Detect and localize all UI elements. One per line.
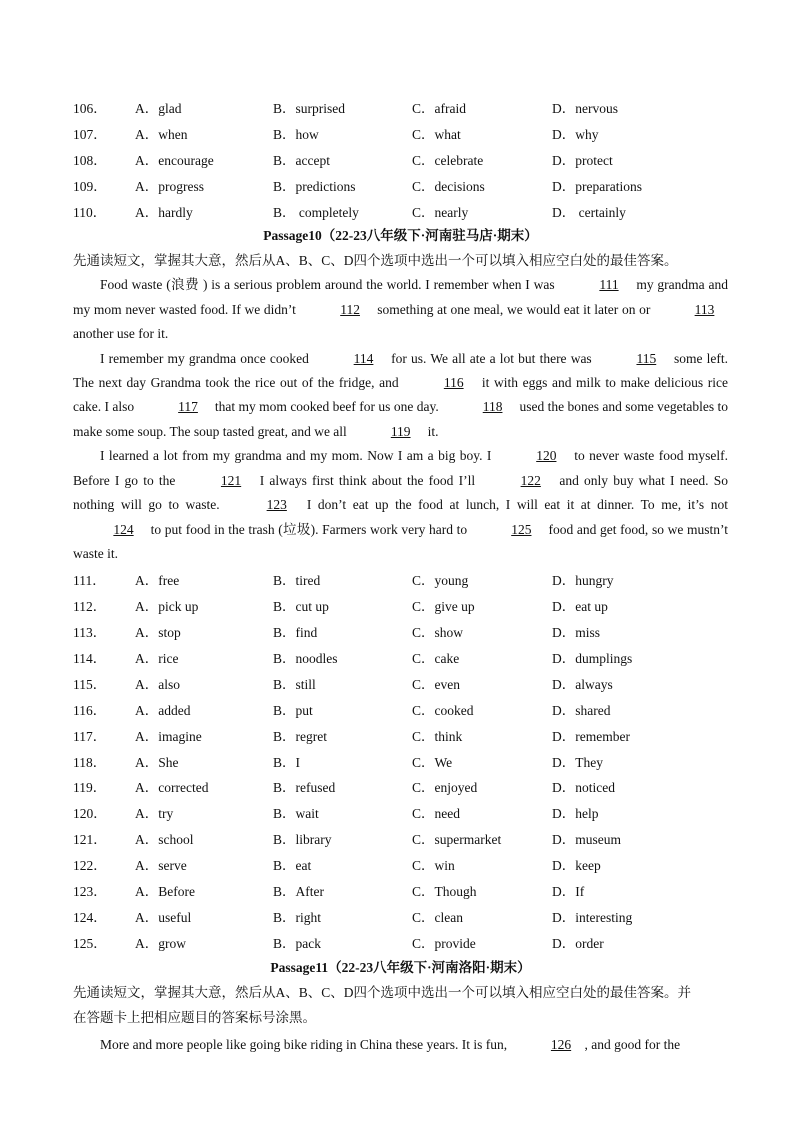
question-options-row bbox=[73, 198, 728, 224]
option-b: B．cut up bbox=[273, 599, 329, 615]
passage11-instruction-line-2: 在答题卡上把相应题目的答案标号涂黑。 bbox=[73, 1009, 316, 1025]
question-number: 109． bbox=[73, 178, 107, 194]
passage-text: I always first think about the food I’ll bbox=[254, 472, 481, 488]
question-options-row bbox=[73, 94, 728, 120]
option-c: C．Though bbox=[412, 883, 477, 899]
passage-text: used the bones and some vegetables to make some soup. The soup tasted great, and we all bbox=[73, 399, 729, 439]
option-b: B．put bbox=[273, 702, 313, 718]
option-a: A．imagine bbox=[135, 728, 202, 744]
passage10-paragraph-1 bbox=[73, 273, 728, 346]
question-options-row bbox=[73, 120, 728, 146]
answer-blank: 114 bbox=[353, 350, 374, 366]
option-d: D．eat up bbox=[552, 599, 608, 615]
option-b: B．eat bbox=[273, 858, 312, 874]
option-a: A．try bbox=[135, 806, 174, 822]
option-a: A．useful bbox=[135, 909, 192, 925]
option-c: C．win bbox=[412, 858, 455, 874]
option-a: A．free bbox=[135, 573, 180, 589]
option-d: D．hungry bbox=[552, 573, 614, 589]
option-a: A．She bbox=[135, 754, 179, 770]
option-c: C．even bbox=[412, 676, 460, 692]
options-group-106-110 bbox=[73, 94, 728, 223]
option-d: D．If bbox=[552, 883, 585, 899]
question-options-row bbox=[73, 566, 728, 592]
option-d: D．museum bbox=[552, 832, 621, 848]
option-a: A．progress bbox=[135, 178, 204, 194]
option-a: A．when bbox=[135, 126, 188, 142]
answer-blank: 112 bbox=[340, 301, 360, 317]
passage10-paragraph-3 bbox=[73, 444, 728, 566]
passage10-instruction: 先通读短文，掌握其大意，然后从A、B、C、D四个选项中选出一个可以填入相应空白处的最佳答案。 bbox=[73, 253, 678, 269]
answer-blank: 121 bbox=[220, 472, 242, 488]
option-c: C．what bbox=[412, 126, 461, 142]
question-options-row bbox=[73, 696, 728, 722]
passage-text: for us. We all ate a lot but there was bbox=[387, 350, 596, 366]
option-d: D．shared bbox=[552, 702, 611, 718]
option-b: B． completely bbox=[273, 204, 359, 220]
option-b: B．surprised bbox=[273, 100, 345, 116]
option-c: C．provide bbox=[412, 935, 476, 951]
option-a: A．added bbox=[135, 702, 191, 718]
question-number: 112． bbox=[73, 599, 107, 615]
option-d: D． certainly bbox=[552, 204, 626, 220]
answer-blank: 126 bbox=[550, 1036, 572, 1052]
passage-text: More and more people like going bike riding in China these years. It is fun, bbox=[100, 1036, 511, 1052]
question-number: 115． bbox=[73, 676, 107, 692]
option-c: C．cake bbox=[412, 650, 460, 666]
option-b: B．tired bbox=[273, 573, 321, 589]
option-c: C．nearly bbox=[412, 204, 469, 220]
passage-text: to never waste food myself. Before I go to the bbox=[73, 448, 728, 488]
question-options-row bbox=[73, 877, 728, 903]
question-number: 118． bbox=[73, 754, 107, 770]
question-options-row bbox=[73, 722, 728, 748]
option-a: A．hardly bbox=[135, 204, 193, 220]
option-a: A．pick up bbox=[135, 599, 199, 615]
option-b: B．still bbox=[273, 676, 316, 692]
question-options-row bbox=[73, 748, 728, 774]
option-d: D．remember bbox=[552, 728, 630, 744]
passage-text: , and good for the bbox=[584, 1036, 681, 1052]
question-number: 122． bbox=[73, 858, 107, 874]
option-d: D．interesting bbox=[552, 909, 633, 925]
question-options-row bbox=[73, 799, 728, 825]
question-options-row bbox=[73, 644, 728, 670]
passage-text: another use for it. bbox=[73, 326, 169, 342]
passage-text: my grandma and my mom never wasted food. If we didn’t bbox=[73, 277, 728, 317]
option-d: D．dumplings bbox=[552, 650, 633, 666]
answer-blank: 124 bbox=[113, 521, 134, 537]
option-a: A．stop bbox=[135, 625, 181, 641]
options-group-111-125 bbox=[73, 566, 728, 954]
passage10-heading: Passage10（22-23八年级下·河南驻马店·期末） bbox=[263, 228, 538, 244]
option-d: D．noticed bbox=[552, 780, 615, 796]
option-a: A．serve bbox=[135, 858, 187, 874]
option-c: C．show bbox=[412, 625, 464, 641]
option-d: D．nervous bbox=[552, 100, 618, 116]
question-options-row bbox=[73, 851, 728, 877]
option-c: C．cooked bbox=[412, 702, 474, 718]
option-d: D．always bbox=[552, 676, 613, 692]
option-c: C．give up bbox=[412, 599, 475, 615]
option-c: C．celebrate bbox=[412, 152, 484, 168]
option-b: B．I bbox=[273, 754, 300, 770]
question-number: 117． bbox=[73, 728, 107, 744]
passage-text: some left. The next day Grandma took the rice out of the fridge, and bbox=[73, 350, 728, 391]
option-b: B．noodles bbox=[273, 650, 338, 666]
question-options-row bbox=[73, 903, 728, 929]
question-number: 113． bbox=[73, 625, 107, 641]
answer-blank: 116 bbox=[443, 375, 464, 391]
question-number: 123． bbox=[73, 883, 107, 899]
question-options-row bbox=[73, 618, 728, 644]
passage-text: and only buy what I need. So nothing will go to waste. bbox=[73, 472, 728, 513]
option-d: D．keep bbox=[552, 858, 601, 874]
passage-text: that my mom cooked beef for us one day. bbox=[211, 399, 443, 415]
option-b: B．After bbox=[273, 883, 324, 899]
option-b: B．how bbox=[273, 126, 319, 142]
option-c: C．afraid bbox=[412, 100, 466, 116]
passage-text: I don’t eat up the food at lunch, I will eat it at dinner. To me, it’s not bbox=[300, 497, 728, 513]
question-number: 114． bbox=[73, 650, 107, 666]
option-c: C．decisions bbox=[412, 178, 485, 194]
option-d: D．order bbox=[552, 935, 604, 951]
option-a: A．glad bbox=[135, 100, 182, 116]
answer-blank: 113 bbox=[694, 301, 715, 317]
answer-blank: 123 bbox=[266, 497, 287, 513]
option-c: C．young bbox=[412, 573, 469, 589]
option-d: D．preparations bbox=[552, 178, 642, 194]
option-b: B．regret bbox=[273, 728, 327, 744]
answer-blank: 115 bbox=[636, 350, 657, 366]
answer-blank: 120 bbox=[536, 448, 557, 464]
option-b: B．predictions bbox=[273, 178, 356, 194]
option-d: D．why bbox=[552, 126, 599, 142]
passage-text: Food waste (浪费 ) is a serious problem around the world. I remember when I was bbox=[100, 277, 559, 293]
answer-blank: 122 bbox=[520, 472, 541, 488]
answer-blank: 125 bbox=[511, 521, 532, 537]
answer-blank: 117 bbox=[178, 399, 198, 415]
passage-text: to put food in the trash (垃圾). Farmers work very hard to bbox=[147, 521, 471, 537]
question-number: 108． bbox=[73, 152, 107, 168]
option-d: D．They bbox=[552, 754, 603, 770]
question-number: 106． bbox=[73, 100, 107, 116]
option-c: C．supermarket bbox=[412, 832, 502, 848]
option-a: A．encourage bbox=[135, 152, 214, 168]
answer-blank: 111 bbox=[599, 277, 619, 293]
option-d: D．miss bbox=[552, 625, 601, 641]
passage-text: I remember my grandma once cooked bbox=[100, 350, 314, 366]
question-options-row bbox=[73, 670, 728, 696]
option-c: C．enjoyed bbox=[412, 780, 478, 796]
question-number: 119． bbox=[73, 780, 107, 796]
option-b: B．right bbox=[273, 909, 322, 925]
passage-text: I learned a lot from my grandma and my mom. Now I am a big boy. I bbox=[100, 448, 496, 464]
passage10-paragraph-2 bbox=[73, 347, 728, 445]
question-options-row bbox=[73, 825, 728, 851]
option-c: C．need bbox=[412, 806, 460, 822]
passage-text: food and get food, so we mustn’t waste it. bbox=[73, 521, 728, 561]
question-number: 125． bbox=[73, 935, 107, 951]
option-c: C．clean bbox=[412, 909, 463, 925]
question-number: 120． bbox=[73, 806, 107, 822]
option-d: D．help bbox=[552, 806, 599, 822]
option-a: A．grow bbox=[135, 935, 186, 951]
passage-text: it. bbox=[424, 423, 439, 439]
option-a: A．corrected bbox=[135, 780, 209, 796]
passage11-heading: Passage11（22-23八年级下·河南洛阳·期末） bbox=[270, 959, 531, 975]
option-b: B．accept bbox=[273, 152, 330, 168]
question-number: 116． bbox=[73, 702, 107, 718]
option-a: A．Before bbox=[135, 883, 195, 899]
question-number: 110． bbox=[73, 204, 107, 220]
question-number: 124． bbox=[73, 909, 107, 925]
question-options-row bbox=[73, 929, 728, 955]
question-options-row bbox=[73, 172, 728, 198]
question-options-row bbox=[73, 773, 728, 799]
option-a: A．school bbox=[135, 832, 194, 848]
option-b: B．wait bbox=[273, 806, 319, 822]
question-options-row bbox=[73, 592, 728, 618]
answer-blank: 118 bbox=[482, 399, 503, 415]
question-options-row bbox=[73, 146, 728, 172]
option-c: C．We bbox=[412, 754, 453, 770]
worksheet-page bbox=[73, 94, 728, 1057]
option-a: A．also bbox=[135, 676, 180, 692]
question-number: 107． bbox=[73, 126, 107, 142]
option-a: A．rice bbox=[135, 650, 179, 666]
option-c: C．think bbox=[412, 728, 463, 744]
passage-text: something at one meal, we would eat it later on or bbox=[373, 301, 654, 317]
question-number: 121． bbox=[73, 832, 107, 848]
option-b: B．library bbox=[273, 832, 332, 848]
option-b: B．refused bbox=[273, 780, 336, 796]
question-number: 111． bbox=[73, 573, 106, 589]
option-b: B．find bbox=[273, 625, 318, 641]
passage11-instruction-line-1: 先通读短文，掌握其大意，然后从A、B、C、D四个选项中选出一个可以填入相应空白处的最佳答案。并 bbox=[73, 984, 692, 1000]
option-b: B．pack bbox=[273, 935, 321, 951]
passage11-paragraph-1 bbox=[73, 1033, 728, 1057]
answer-blank: 119 bbox=[390, 423, 411, 439]
option-d: D．protect bbox=[552, 152, 613, 168]
passage-text: it with eggs and milk to make delicious rice cake. I also bbox=[73, 375, 728, 415]
